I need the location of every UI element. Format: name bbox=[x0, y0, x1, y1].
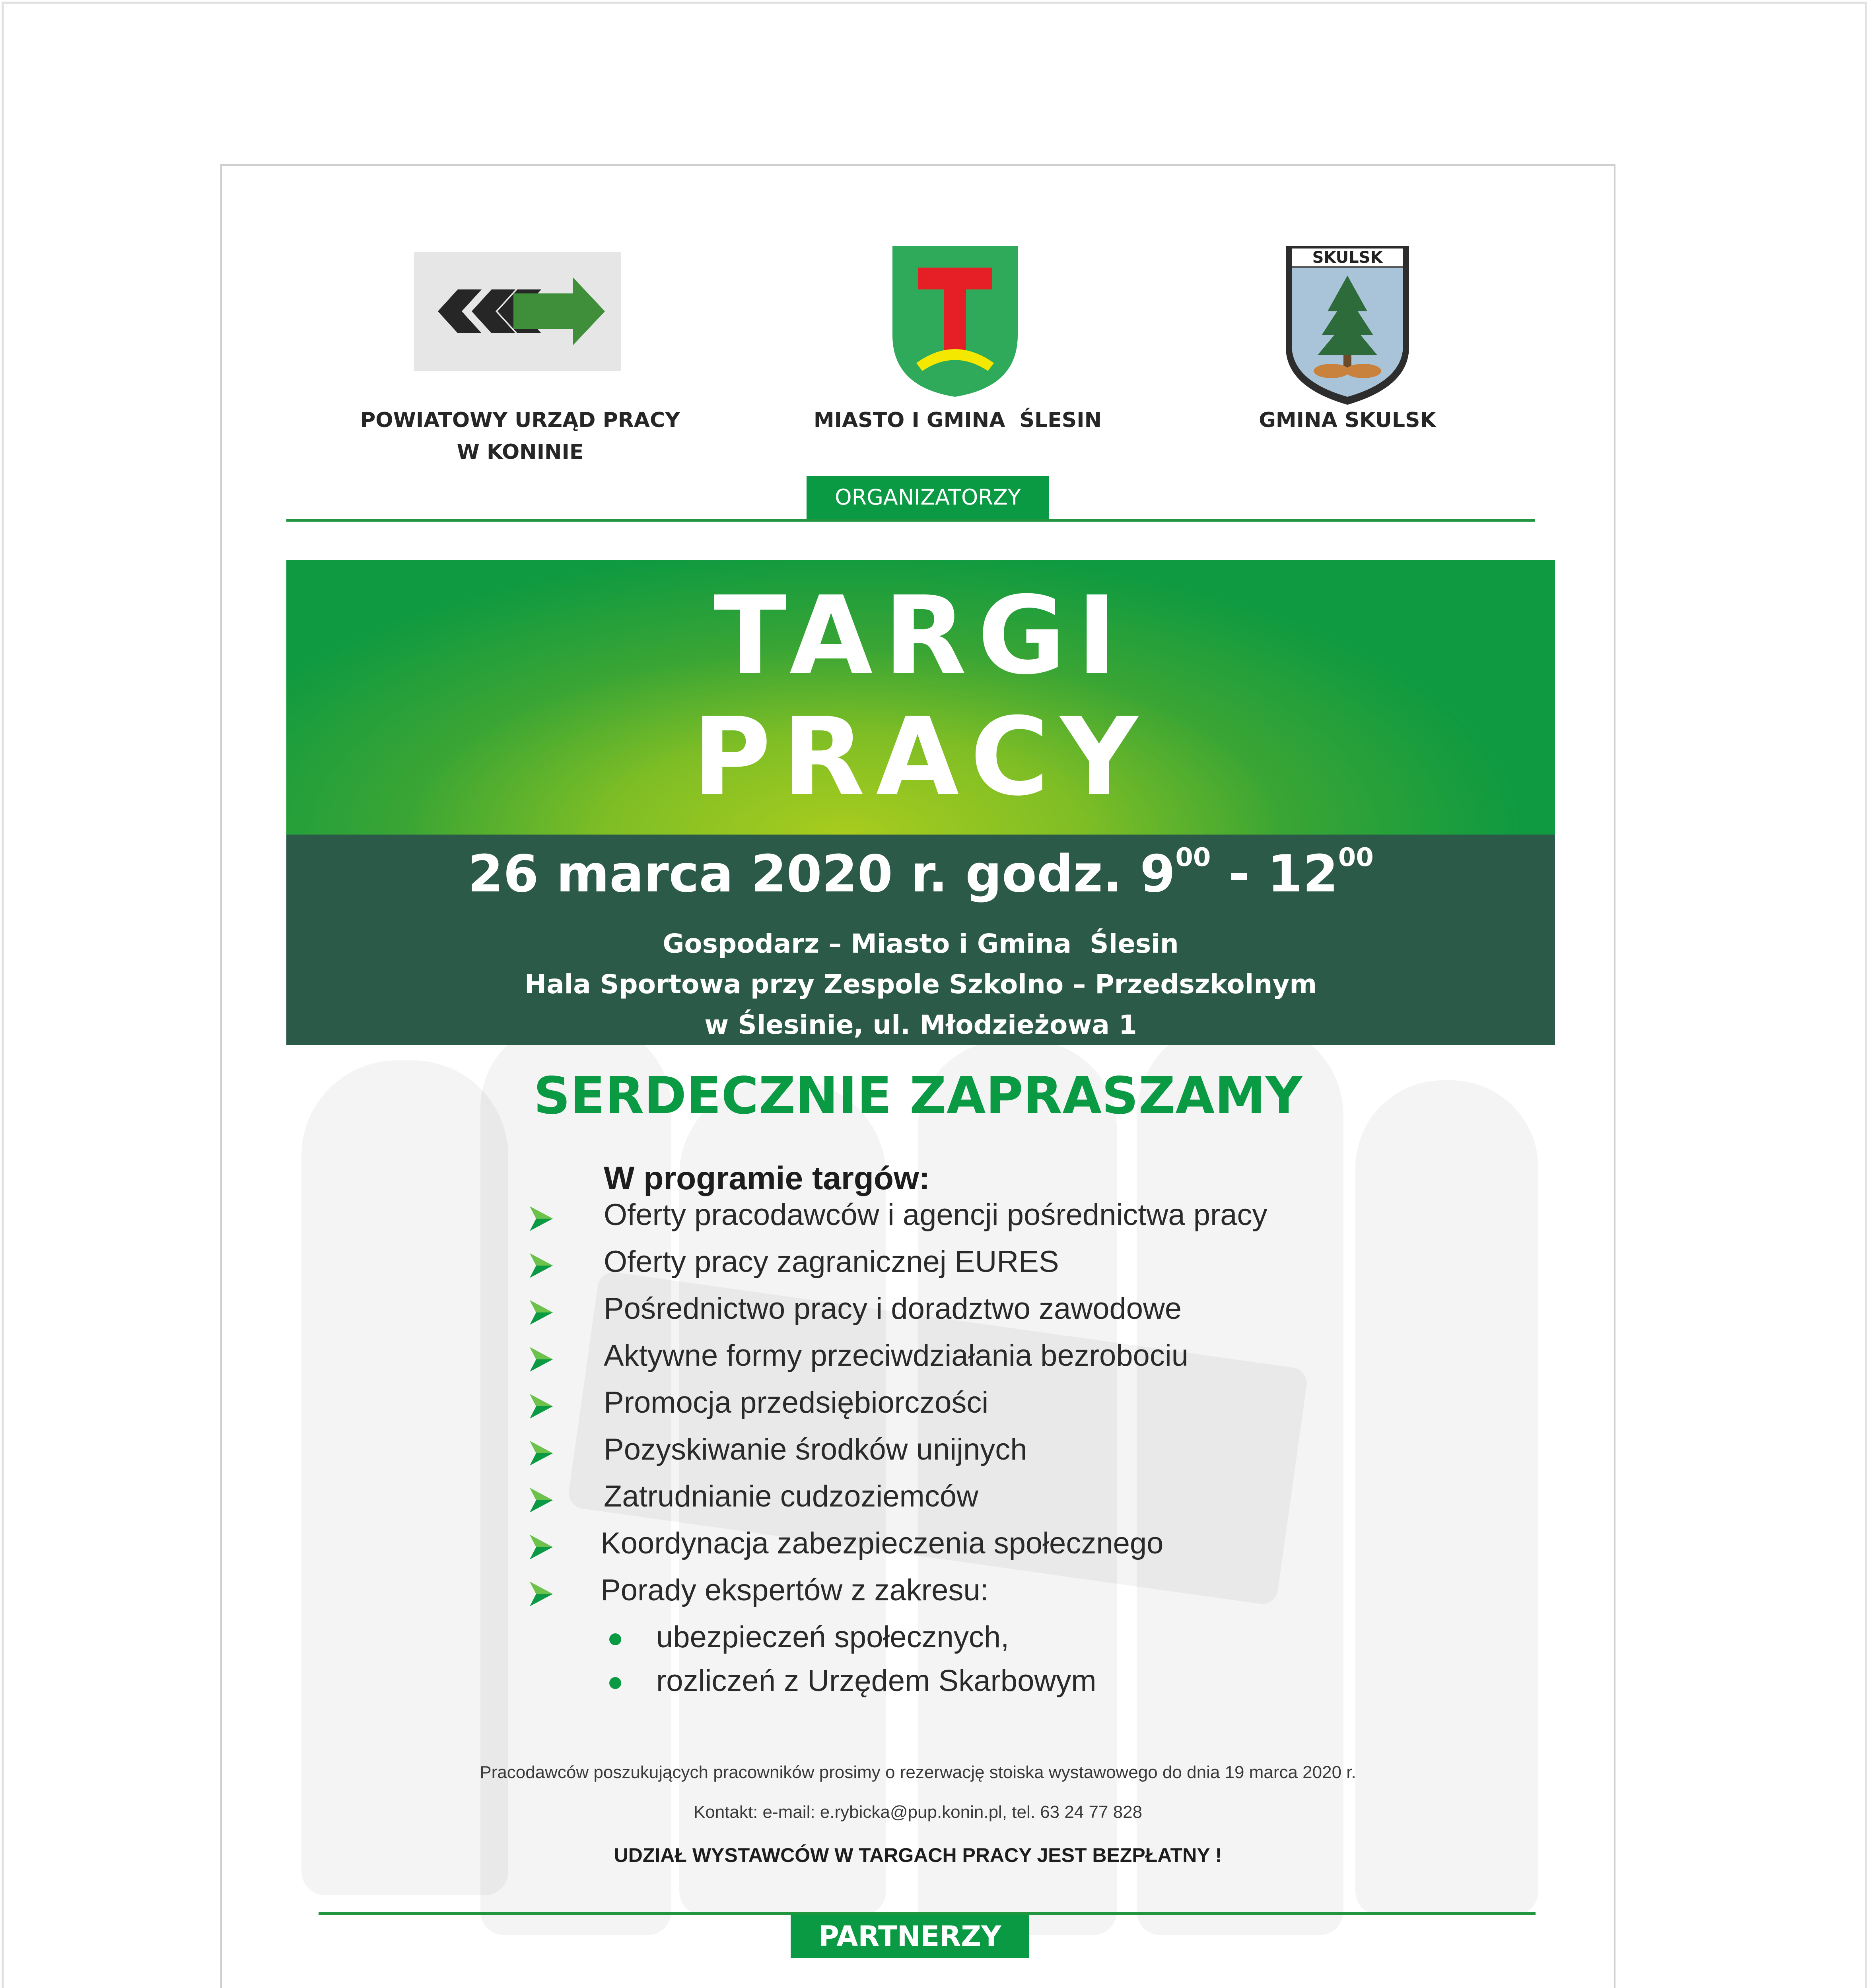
program-item: Pozyskiwanie środków unijnych bbox=[604, 1433, 1027, 1466]
skulsk-crest bbox=[1284, 244, 1411, 407]
event-details-band bbox=[286, 835, 1555, 1045]
list-arrow-icon bbox=[527, 1392, 555, 1420]
free-participation-note: UDZIAŁ WYSTAWCÓW W TARGACH PRACY JEST BEZPŁATNY ! bbox=[614, 1844, 1222, 1866]
program-subitem: ubezpieczeń społecznych, bbox=[656, 1620, 1009, 1654]
event-venue: Hala Sportowa przy Zespole Szkolno – Przedszkolnym bbox=[524, 969, 1317, 1000]
invite-heading: SERDECZNIE ZAPRASZAMY bbox=[533, 1066, 1302, 1126]
list-arrow-icon bbox=[527, 1533, 555, 1561]
program-item: Promocja przedsiębiorczości bbox=[604, 1386, 989, 1419]
slesin-label: MIASTO I GMINA ŚLESIN bbox=[813, 408, 1102, 432]
pup-label-line2: W KONINIE bbox=[457, 440, 584, 464]
program-item: Pośrednictwo pracy i doradztwo zawodowe bbox=[604, 1292, 1182, 1326]
program-title: W programie targów: bbox=[604, 1160, 930, 1196]
event-date-main: 26 marca 2020 r. godz. 9 bbox=[468, 845, 1176, 904]
slesin-crest bbox=[890, 244, 1020, 399]
slesin-crest-icon bbox=[890, 244, 1020, 399]
partners-tag: PARTNERZY bbox=[791, 1914, 1029, 1958]
list-arrow-icon bbox=[527, 1205, 555, 1233]
title-line-1: TARGI bbox=[713, 573, 1128, 698]
event-date-time bbox=[286, 843, 1555, 906]
list-arrow-icon bbox=[527, 1252, 555, 1279]
event-address: w Ślesinie, ul. Młodzieżowa 1 bbox=[704, 1010, 1137, 1040]
event-dash: - 12 bbox=[1211, 845, 1338, 904]
program-item: Oferty pracodawców i agencji pośrednictwa pracy bbox=[604, 1198, 1267, 1232]
program-item: Oferty pracy zagranicznej EURES bbox=[604, 1245, 1059, 1279]
event-host: Gospodarz – Miasto i Gmina Ślesin bbox=[663, 928, 1179, 959]
svg-text:SKULSK: SKULSK bbox=[1312, 248, 1383, 267]
event-end-minutes: 00 bbox=[1338, 843, 1374, 872]
list-arrow-icon bbox=[527, 1345, 555, 1373]
pup-label bbox=[341, 404, 699, 468]
title-line-2: PRACY bbox=[692, 694, 1149, 819]
bullet-dot-icon bbox=[609, 1677, 621, 1689]
program-item: Porady ekspertów z zakresu: bbox=[601, 1573, 989, 1607]
organizers-tag: ORGANIZATORZY bbox=[807, 476, 1049, 519]
program-item: Koordynacja zabezpieczenia społecznego bbox=[601, 1526, 1164, 1560]
skulsk-label: GMINA SKULSK bbox=[1259, 408, 1436, 432]
reservation-note: Pracodawców poszukujących pracowników prosimy o rezerwację stoiska wystawowego do dnia 19 marca 2020 r. bbox=[480, 1763, 1356, 1782]
contact-info: Kontakt: e-mail: e.rybicka@pup.konin.pl, tel. 63 24 77 828 bbox=[693, 1802, 1143, 1822]
organizers-divider bbox=[286, 519, 1535, 522]
list-arrow-icon bbox=[527, 1486, 555, 1514]
skulsk-crest-icon bbox=[1284, 244, 1411, 407]
pup-logo bbox=[414, 252, 621, 371]
list-arrow-icon bbox=[527, 1439, 555, 1467]
poster bbox=[220, 164, 1615, 1988]
program-subitem: rozliczeń z Urzędem Skarbowym bbox=[656, 1664, 1096, 1698]
program-item: Zatrudnianie cudzoziemców bbox=[604, 1479, 979, 1513]
pup-label-line1: POWIATOWY URZĄD PRACY bbox=[360, 408, 680, 432]
list-arrow-icon bbox=[527, 1299, 555, 1326]
program-item: Aktywne formy przeciwdziałania bezrobociu bbox=[604, 1339, 1188, 1373]
event-start-minutes: 00 bbox=[1175, 843, 1211, 872]
title-banner bbox=[286, 560, 1555, 835]
arrow-cards-icon bbox=[414, 252, 621, 371]
bullet-dot-icon bbox=[609, 1633, 621, 1645]
list-arrow-icon bbox=[527, 1580, 555, 1608]
